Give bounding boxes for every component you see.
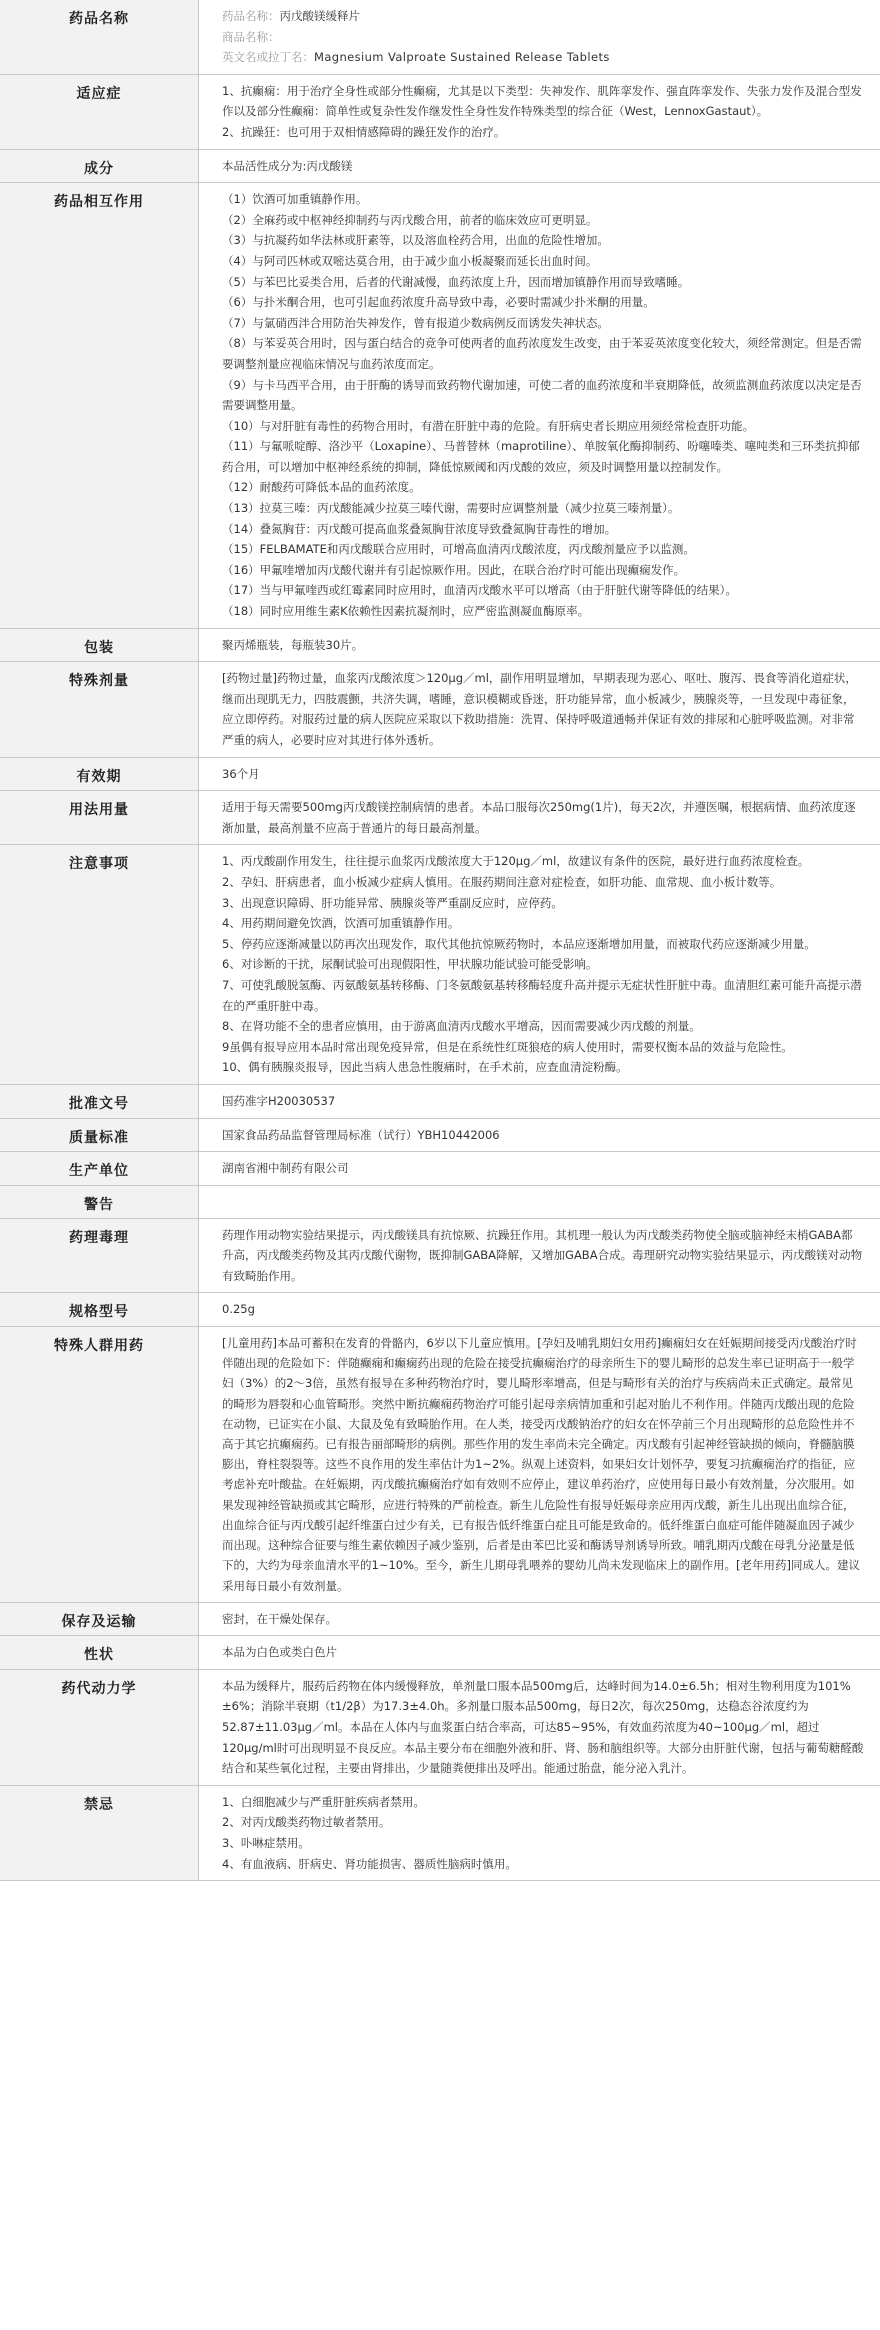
label-toxicology: 药理毒理 bbox=[0, 1218, 199, 1293]
precaution-item: 2、孕妇、肝病患者，血小板减少症病人慎用。在服药期间注意对症检查，如肝功能、血常规、血小板计数等。 bbox=[222, 874, 782, 889]
interaction-item: （9）与卡马西平合用，由于肝酶的诱导而致药物代谢加速，可使二者的血药浓度和半衰期降低，故须监测血药浓度以决定是否需要调整用量。 bbox=[222, 377, 862, 413]
label-warning: 警告 bbox=[0, 1185, 199, 1218]
interaction-item: （1）饮酒可加重镇静作用。 bbox=[222, 192, 368, 207]
row-approval bbox=[0, 1084, 880, 1118]
precaution-item: 1、丙戊酸副作用发生，往往提示血浆丙戊酸浓度大于120μg／ml，故建议有条件的医院，最好进行血药浓度检查。 bbox=[222, 854, 810, 869]
value-appearance: 本品为白色或类白色片 bbox=[199, 1636, 880, 1670]
precaution-item: 5、停药应逐渐减量以防再次出现发作，取代其他抗惊厥药物时，本品应逐渐增加用量，而被取代药应逐渐减少用量。 bbox=[222, 936, 816, 951]
row-ingredients bbox=[0, 149, 880, 183]
value-interactions bbox=[199, 183, 880, 628]
interaction-item: （12）耐酸药可降低本品的血药浓度。 bbox=[222, 480, 421, 495]
label-spec: 规格型号 bbox=[0, 1293, 199, 1327]
row-toxicology bbox=[0, 1218, 880, 1293]
row-warning bbox=[0, 1185, 880, 1218]
label-pharmacokinetics: 药代动力学 bbox=[0, 1669, 199, 1785]
interaction-item: （11）与氟哌啶醇、洛沙平（Loxapine）、马普替林（maprotiline）、单胺氧化酶抑制药、吩噻嗪类、噻吨类和三环类抗抑郁药合用，可以增加中枢神经系统的抑制，降低惊厥阈和丙戊酸的效应，须及时调整用量以控制发作。 bbox=[222, 439, 860, 474]
label-package: 包装 bbox=[0, 628, 199, 662]
row-validity bbox=[0, 757, 880, 791]
row-spec bbox=[0, 1293, 880, 1327]
row-special-groups bbox=[0, 1327, 880, 1603]
precaution-item: 9虽偶有报导应用本品时常出现免疫异常，但是在系统性红斑狼疮的病人使用时，需要权衡本品的效益与危险性。 bbox=[222, 1039, 793, 1054]
row-manufacturer bbox=[0, 1152, 880, 1186]
row-precautions bbox=[0, 845, 880, 1085]
value-storage: 密封，在干燥处保存。 bbox=[199, 1602, 880, 1636]
contraindication-item: 2、对丙戊酸类药物过敏者禁用。 bbox=[222, 1815, 391, 1830]
precaution-item: 6、对诊断的干扰，尿酮试验可出现假阳性，甲状腺功能试验可能受影响。 bbox=[222, 957, 598, 972]
value-spec: 0.25g bbox=[199, 1293, 880, 1327]
precaution-item: 10、偶有胰腺炎报导，因此当病人患急性腹痛时，在手术前，应查血清淀粉酶。 bbox=[222, 1060, 628, 1075]
precaution-item: 4、用药期间避免饮酒，饮酒可加重镇静作用。 bbox=[222, 916, 460, 931]
label-manufacturer: 生产单位 bbox=[0, 1152, 199, 1186]
label-special-groups: 特殊人群用药 bbox=[0, 1327, 199, 1603]
row-interactions bbox=[0, 183, 880, 628]
interaction-item: （15）FELBAMATE和丙戊酸联合应用时，可增高血清丙戊酸浓度，丙戊酸剂量应予以监测。 bbox=[222, 542, 695, 557]
label-overdose: 特殊剂量 bbox=[0, 662, 199, 757]
label-appearance: 性状 bbox=[0, 1636, 199, 1670]
contraindication-item: 1、白细胞减少与严重肝脏疾病者禁用。 bbox=[222, 1794, 425, 1809]
interaction-item: （13）拉莫三嗪：丙戊酸能减少拉莫三嗪代谢，需要时应调整剂量（减少拉莫三嗪剂量）。 bbox=[222, 501, 680, 516]
row-contraindications bbox=[0, 1785, 880, 1880]
label-validity: 有效期 bbox=[0, 757, 199, 791]
interaction-item: （6）与扑米酮合用，也可引起血药浓度升高导致中毒，必要时需减少扑米酮的用量。 bbox=[222, 295, 655, 310]
value-precautions bbox=[199, 845, 880, 1085]
value-package: 聚丙烯瓶装，每瓶装30片。 bbox=[199, 628, 880, 662]
value-indications: 1、抗癫痫：用于治疗全身性或部分性癫痫，尤其是以下类型：失神发作、肌阵挛发作、强直阵挛发作、失张力发作及混合型发作以及部分性癫痫：简单性或复杂性发作继发性全身性发作特殊类型的综合征（West，LennoxGastaut）。 2、抗躁狂：也可用于双相情感障碍的躁狂发作的治疗。 bbox=[199, 74, 880, 149]
interaction-item: （18）同时应用维生素K依赖性因素抗凝剂时，应严密监测凝血酶原率。 bbox=[222, 604, 590, 619]
generic-name-prefix: 药品名称： bbox=[222, 9, 280, 23]
row-indications bbox=[0, 74, 880, 149]
value-special-groups: [儿童用药]本品可蓄积在发育的骨骼内，6岁以下儿童应慎用。[孕妇及哺乳期妇女用药]癫痫妇女在妊娠期间接受丙戊酸治疗时伴随出现的危险如下：伴随癫痫和癫痫药出现的危险在接受抗癫痫治疗的母亲所生下的婴儿畸形的总发生率已证明高于一般学妇（3%）的2～3倍，虽然有报导在多种药物治疗时，婴儿畸形率增高，但是与畸形有关的治疗与疾病尚未正式确定。最常见的畸形为唇裂和心血管畸形。突然中断抗癫痫药物治疗可能引起母亲病情加重和引起对胎儿不利作用。伴随丙戊酸出现的危险在动物，已证实在小鼠、大鼠及兔有致畸胎作用。在人类，接受丙戊酸钠治疗的妇女在怀孕前三个月出现畸形的总危险性并不高于其它抗癫痫药。已有报告丽部畸形的病例。那些作用的发生率尚未完全确定。丙戊酸有引起神经管缺损的倾向，脊髓脑膜膨出，脊柱裂裂等。这些不良作用的发生率估计为1~2%。纵观上述资料，如果妇女计划怀孕，要复习抗癫痫治疗的指征，应考虑补充叶酸盐。在妊娠期，丙戊酸抗癫痫治疗如有效则不应停止，建议单药治疗，应使用每日最小有效剂量，分次服用。如果发现神经管缺损或其它畸形，应进行特殊的严前检查。新生儿危险性有报导妊娠母亲应用丙戊酸，新生儿出现出血综合征，出血综合征与丙戊酸引起纤维蛋白过少有关，已有报告低纤维蛋白症且可能是致命的。低纤维蛋白血症可能伴随凝血因子减少而出现。这种综合征要与维生素依赖因子减少鉴别，后者是由苯巴比妥和酶诱导剂诱导所致。哺乳期丙戊酸在母乳分泌量是低下的，大约为母亲血清水平的1~10%。至今，新生儿期母乳喂养的婴幼儿尚未发现临床上的副作用。[老年用药]同成人。建议采用每日最小有效剂量。 bbox=[199, 1327, 880, 1603]
value-manufacturer: 湖南省湘中制药有限公司 bbox=[199, 1152, 880, 1186]
label-contraindications: 禁忌 bbox=[0, 1785, 199, 1880]
row-appearance bbox=[0, 1636, 880, 1670]
row-pharmacokinetics bbox=[0, 1669, 880, 1785]
row-usage bbox=[0, 791, 880, 845]
generic-name: 丙戊酸镁缓释片 bbox=[279, 9, 360, 23]
contraindication-item: 3、卟啉症禁用。 bbox=[222, 1836, 310, 1851]
label-interactions: 药品相互作用 bbox=[0, 183, 199, 628]
label-storage: 保存及运输 bbox=[0, 1602, 199, 1636]
contraindication-item: 4、有血液病、肝病史、肾功能损害、器质性脑病时慎用。 bbox=[222, 1856, 517, 1871]
label-precautions: 注意事项 bbox=[0, 845, 199, 1085]
value-pharmacokinetics: 本品为缓释片，服药后药物在体内缓慢释放，单剂量口服本品500mg后，达峰时间为14.0±6.5h；相对生物利用度为101%±6%；消除半衰期（t1/2β）为17.3±4.0h。多剂量口服本品500mg，每日2次，每次250mg，达稳态谷浓度约为52.87±11.03μg／ml。本品在人体内与血浆蛋白结合率高，可达85~95%，有效血药浓度为40~100μg／ml，超过120μg/ml时可出现明显不良反应。本品主要分布在细胞外液和肝、肾、肠和脑组织等。大部分由肝脏代谢，包括与葡萄糖醛酸结合和某些氧化过程，主要由肾排出，少量随粪便排出及呼出。能通过胎盘，能分泌入乳汁。 bbox=[199, 1669, 880, 1785]
trade-name-prefix: 商品名称： bbox=[222, 29, 280, 44]
english-name-prefix: 英文名或拉丁名： bbox=[222, 50, 314, 65]
value-standard: 国家食品药品监督管理局标准（试行）YBH10442006 bbox=[199, 1118, 880, 1152]
interaction-item: （16）甲氟喹增加丙戊酸代谢并有引起惊厥作用。因此，在联合治疗时可能出现癫痫发作。 bbox=[222, 562, 686, 577]
precaution-item: 8、在肾功能不全的患者应慎用，由于游离血清丙戊酸水平增高，因而需要减少丙戊酸的剂量。 bbox=[222, 1019, 701, 1034]
value-overdose: [药物过量]药物过量，血浆丙戊酸浓度＞120μg／ml，副作用明显增加，早期表现为恶心、呕吐、腹泻、畏食等消化道症状，继而出现肌无力，四肢震颤，共济失调，嗜睡，意识模糊或昏迷，肝功能异常，血小板减少，胰腺炎等，一旦发现中毒征象，应立即停药。对服药过量的病人医院应采取以下救助措施：洗胃、保持呼吸道通畅并保证有效的排尿和心脏呼吸监测。对非常严重的病人，必要时应对其进行体外透析。 bbox=[199, 662, 880, 757]
precaution-item: 3、出现意识障碍、肝功能异常、胰腺炎等严重副反应时，应停药。 bbox=[222, 895, 563, 910]
precaution-item: 7、可使乳酸脱氢酶、丙氨酸氨基转移酶、门冬氨酸氨基转移酶轻度升高并提示无症状性肝脏中毒。血清胆红素可能升高提示潜在的严重肝脏中毒。 bbox=[222, 977, 862, 1013]
interaction-item: （4）与阿司匹林或双嘧达莫合用，由于减少血小板凝聚而延长出血时间。 bbox=[222, 253, 598, 268]
row-overdose bbox=[0, 662, 880, 757]
value-validity: 36个月 bbox=[199, 757, 880, 791]
interaction-item: （14）叠氮胸苷：丙戊酸可提高血浆叠氮胸苷浓度导致叠氮胸苷毒性的增加。 bbox=[222, 521, 617, 536]
english-name: Magnesium Valproate Sustained Release Tablets bbox=[314, 50, 610, 65]
interaction-item: （7）与氯硝西泮合用防治失神发作，曾有报道少数病例反而诱发失神状态。 bbox=[222, 315, 609, 330]
value-toxicology: 药理作用动物实验结果提示，丙戊酸镁具有抗惊厥、抗躁狂作用。其机理一般认为丙戊酸类药物使全脑或脑神经末梢GABA都升高，丙戊酸类药物及其丙戊酸代谢物，既抑制GABA降解，又增加GABA合成。毒理研究动物实验结果显示，丙戊酸镁对动物有致畸胎作用。 bbox=[199, 1218, 880, 1293]
label-standard: 质量标准 bbox=[0, 1118, 199, 1152]
label-drug-name: 药品名称 bbox=[0, 0, 199, 74]
value-contraindications bbox=[199, 1785, 880, 1880]
label-approval: 批准文号 bbox=[0, 1084, 199, 1118]
interaction-item: （17）当与甲氟喹西或红霉素同时应用时，血清丙戊酸水平可以增高（由于肝脏代谢等降低的结果）。 bbox=[222, 583, 737, 598]
label-indications: 适应症 bbox=[0, 74, 199, 149]
interaction-item: （10）与对肝脏有毒性的药物合用时，有潜在肝脏中毒的危险。有肝病史者长期应用须经常检查肝功能。 bbox=[222, 418, 755, 433]
row-drug-name bbox=[0, 0, 880, 74]
value-warning bbox=[199, 1185, 880, 1218]
interaction-item: （5）与苯巴比妥类合用，后者的代谢减慢，血药浓度上升，因而增加镇静作用而导致嗜睡。 bbox=[222, 274, 690, 289]
row-standard bbox=[0, 1118, 880, 1152]
value-usage: 适用于每天需要500mg丙戊酸镁控制病情的患者。本品口服每次250mg(1片)，每天2次，并遵医嘱，根据病情、血药浓度逐渐加量，最高剂量不应高于普通片的每日最高剂量。 bbox=[199, 791, 880, 845]
value-drug-name bbox=[199, 0, 880, 74]
label-usage: 用法用量 bbox=[0, 791, 199, 845]
value-ingredients: 本品活性成分为:丙戊酸镁 bbox=[199, 149, 880, 183]
row-package bbox=[0, 628, 880, 662]
value-approval: 国药准字H20030537 bbox=[199, 1084, 880, 1118]
row-storage bbox=[0, 1602, 880, 1636]
interaction-item: （8）与苯妥英合用时，因与蛋白结合的竞争可使两者的血药浓度发生改变，由于苯妥英浓度变化较大，须经常测定。但是否需要调整剂量应视临床情况与血药浓度而定。 bbox=[222, 336, 862, 371]
interaction-item: （2）全麻药或中枢神经抑制药与丙戊酸合用，前者的临床效应可更明显。 bbox=[222, 212, 598, 227]
interaction-item: （3）与抗凝药如华法林或肝素等，以及溶血栓药合用，出血的危险性增加。 bbox=[222, 233, 609, 248]
label-ingredients: 成分 bbox=[0, 149, 199, 183]
